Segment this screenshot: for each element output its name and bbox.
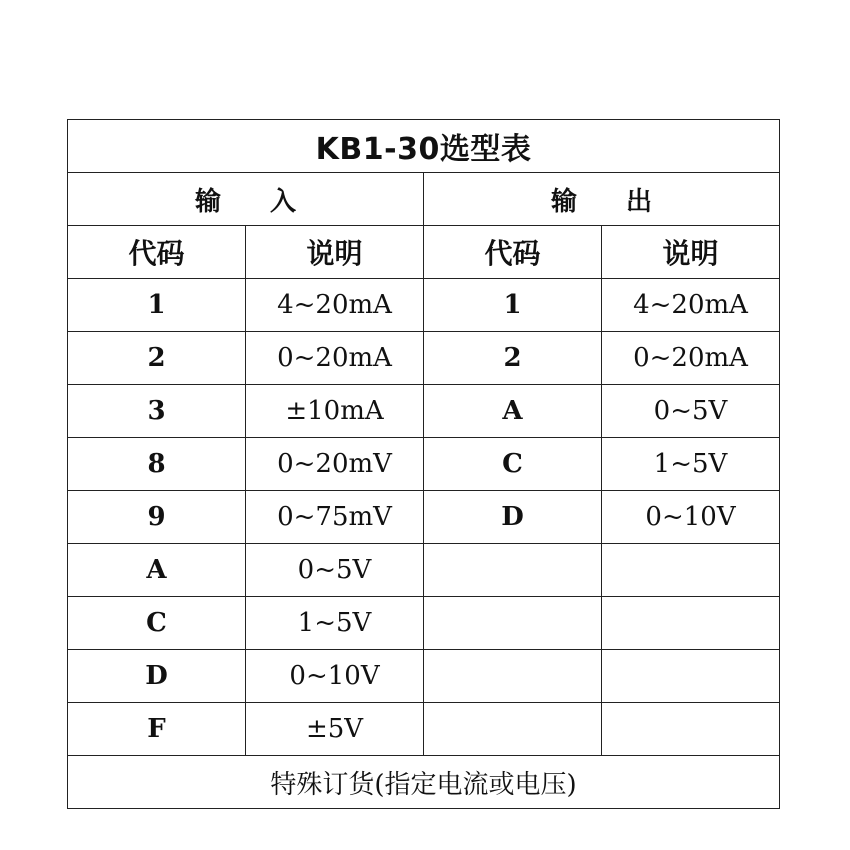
output-desc-cell [602, 544, 780, 597]
output-code-cell [424, 544, 602, 597]
output-code-cell: A [424, 385, 602, 438]
output-desc-cell: 0~5V [602, 385, 780, 438]
input-desc-cell: 0~5V [246, 544, 424, 597]
input-code-header: 代码 [68, 226, 246, 279]
input-code-cell: 2 [68, 332, 246, 385]
output-desc-cell: 0~20mA [602, 332, 780, 385]
input-desc-cell: 4~20mA [246, 279, 424, 332]
output-group-header: 输 出 [424, 173, 780, 226]
table-row [68, 438, 780, 491]
selection-table [67, 119, 780, 809]
input-code-cell: 8 [68, 438, 246, 491]
input-code-cell: F [68, 703, 246, 756]
input-code-cell: D [68, 650, 246, 703]
title-row [68, 120, 780, 173]
output-desc-cell [602, 597, 780, 650]
output-desc-header: 说明 [602, 226, 780, 279]
column-header-row [68, 226, 780, 279]
table-row [68, 544, 780, 597]
input-desc-cell: ±5V [246, 703, 424, 756]
table-row [68, 703, 780, 756]
input-desc-cell: ±10mA [246, 385, 424, 438]
output-desc-cell: 1~5V [602, 438, 780, 491]
input-code-cell: 3 [68, 385, 246, 438]
output-code-cell [424, 703, 602, 756]
output-code-cell: 2 [424, 332, 602, 385]
output-code-header: 代码 [424, 226, 602, 279]
output-code-cell [424, 597, 602, 650]
input-desc-cell: 0~75mV [246, 491, 424, 544]
input-desc-cell: 0~10V [246, 650, 424, 703]
output-code-cell: 1 [424, 279, 602, 332]
input-code-cell: A [68, 544, 246, 597]
table-title: KB1-30选型表 [68, 120, 780, 173]
output-desc-cell: 0~10V [602, 491, 780, 544]
group-header-row [68, 173, 780, 226]
input-code-cell: 9 [68, 491, 246, 544]
table-row [68, 279, 780, 332]
table-row [68, 491, 780, 544]
footer-row [68, 756, 780, 809]
output-desc-cell [602, 650, 780, 703]
input-code-cell: 1 [68, 279, 246, 332]
input-desc-cell: 1~5V [246, 597, 424, 650]
input-desc-cell: 0~20mA [246, 332, 424, 385]
output-desc-cell [602, 703, 780, 756]
footer-note: 特殊订货(指定电流或电压) [68, 756, 780, 809]
output-desc-cell: 4~20mA [602, 279, 780, 332]
output-code-cell: C [424, 438, 602, 491]
table-row [68, 332, 780, 385]
input-group-header: 输 入 [68, 173, 424, 226]
input-code-cell: C [68, 597, 246, 650]
table-row [68, 650, 780, 703]
table-row [68, 385, 780, 438]
input-desc-header: 说明 [246, 226, 424, 279]
output-code-cell: D [424, 491, 602, 544]
output-code-cell [424, 650, 602, 703]
input-desc-cell: 0~20mV [246, 438, 424, 491]
table-row [68, 597, 780, 650]
